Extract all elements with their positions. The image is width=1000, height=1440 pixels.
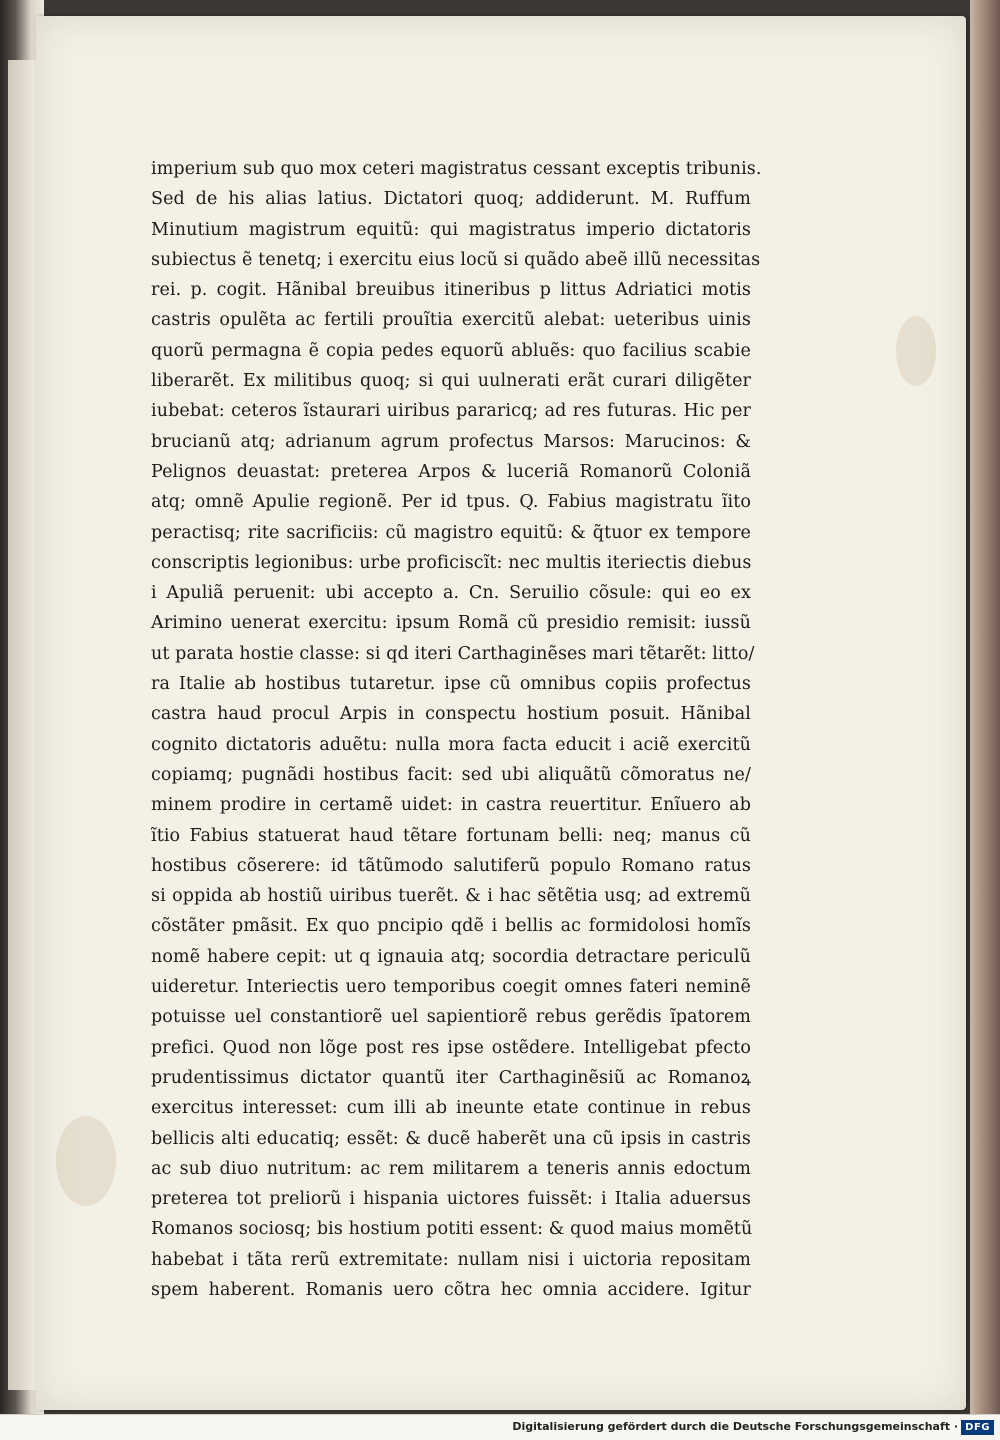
- text-line: quorũ permagna ẽ copia pedes equorũ abluẽs: quo facilius scabie: [151, 340, 751, 361]
- text-block: [151, 154, 762, 1305]
- text-line: liberarẽt. Ex militibus quoq; si qui uulnerati erãt curari diligẽter: [151, 371, 751, 392]
- text-line: nomẽ habere cepit: ut q ignauia atq; socordia detractare periculũ: [151, 946, 751, 967]
- text-line: Arimino uenerat exercitu: ipsum Romã cũ presidio remisit: iussũ: [151, 613, 751, 634]
- text-line: atq; omnẽ Apulie regionẽ. Per id tpus. Q. Fabius magistratu ĩito: [151, 492, 751, 513]
- text-line: exercitus interesset: cum illi ab ineunte etate continue in rebus: [151, 1098, 751, 1119]
- text-line: si oppida ab hostiũ uiribus tuerẽt. & i hac sẽtẽtia usq; ad extremũ: [151, 886, 751, 907]
- text-line: Pelignos deuastat: preterea Arpos & luceriã Romanorũ Coloniã: [151, 461, 751, 482]
- funding-credit: Digitalisierung gefördert durch die Deutsche Forschungsgemeinschaft ·: [512, 1420, 958, 1433]
- text-line: rei. p. cogit. Hãnibal breuibus itineribus p littus Adriatici motis: [151, 280, 751, 301]
- paper-stain: [56, 1116, 116, 1206]
- text-line: prefici. Quod non lõge post res ipse ostẽdere. Intelligebat pfecto: [151, 1037, 751, 1058]
- text-line: castris opulẽta ac fertili prouĩtia exercitũ alebat: ueteribus uinis: [151, 310, 751, 331]
- text-line: prudentissimus dictator quantũ iter Carthaginẽsiũ ac Romanoꝝ: [151, 1067, 751, 1088]
- text-line: ut parata hostie classe: si qd iteri Carthaginẽses mari tẽtarẽt: litto/: [151, 643, 755, 664]
- text-line: preterea tot preliorũ i hispania uictores fuissẽt: i Italia aduersus: [151, 1189, 751, 1210]
- text-line: iubebat: ceteros ĩstaurari uiribus pararicq; ad res futuras. Hic per: [151, 401, 751, 422]
- text-line: ra Italie ab hostibus tutaretur. ipse cũ omnibus copiis profectus: [151, 674, 751, 695]
- page-leaf: [36, 16, 966, 1410]
- text-line: ac sub diuo nutritum: ac rem militarem a teneris annis edoctum: [151, 1158, 751, 1179]
- paper-stain: [896, 316, 936, 386]
- text-line: imperium sub quo mox ceteri magistratus cessant exceptis tribunis.: [151, 159, 762, 179]
- text-line: Romanos sociosq; bis hostium potiti essent: & quod maius momẽtũ: [151, 1219, 753, 1240]
- text-line: brucianũ atq; adrianum agrum profectus Marsos: Marucinos: &: [151, 431, 751, 452]
- text-line: ĩtio Fabius statuerat haud tẽtare fortunam belli: neq; manus cũ: [151, 825, 751, 846]
- text-line: Minutium magistrum equitũ: qui magistratus imperio dictatoris: [151, 219, 751, 240]
- text-line: potuisse uel constantiorẽ uel sapientiorẽ rebus gerẽdis ĩpatorem: [151, 1007, 751, 1028]
- previous-leaf-edge: [8, 60, 39, 1390]
- text-line: castra haud procul Arpis in conspectu hostium posuit. Hãnibal: [151, 704, 751, 725]
- text-line: cõstãter pmãsit. Ex quo pncipio qdẽ i bellis ac formidolosi homĩs: [151, 916, 751, 937]
- text-line: bellicis alti educatiq; essẽt: & ducẽ haberẽt una cũ ipsis in castris: [151, 1128, 751, 1149]
- text-line: cognito dictatoris aduẽtu: nulla mora facta educit i aciẽ exercitũ: [151, 734, 751, 755]
- text-line: hostibus cõserere: id tãtũmodo salutiferũ populo Romano ratus: [151, 855, 751, 876]
- text-line: copiamq; pugnãdi hostibus facit: sed ubi aliquãtũ cõmoratus ne/: [151, 764, 751, 785]
- text-line: spem haberent. Romanis uero cõtra hec omnia accidere. Igitur: [151, 1279, 751, 1300]
- text-line: Sed de his alias latius. Dictatori quoq; addiderunt. M. Ruffum: [151, 189, 751, 210]
- text-line: habebat i tãta rerũ extremitate: nullam nisi i uictoria repositam: [151, 1249, 751, 1270]
- text-line: peractisq; rite sacrificiis: cũ magistro equitũ: & q̃tuor ex tempore: [151, 522, 751, 543]
- text-line: subiectus ẽ tenetq; i exercitu eius locũ si quãdo abeẽ illũ necessitas: [151, 249, 761, 270]
- dfg-logo: DFG: [961, 1420, 994, 1435]
- footer-bar: [0, 1414, 1000, 1440]
- book-right-edge: [970, 0, 1000, 1415]
- text-line: uideretur. Interiectis uero temporibus coegit omnes fateri neminẽ: [151, 977, 751, 998]
- text-line: i Apuliã peruenit: ubi accepto a. Cn. Seruilio cõsule: qui eo ex: [151, 583, 751, 604]
- text-line: minem prodire in certamẽ uidet: in castra reuertitur. Enĩuero ab: [151, 795, 751, 816]
- text-line: conscriptis legionibus: urbe proficiscĩt: nec multis iteriectis diebus: [151, 552, 752, 573]
